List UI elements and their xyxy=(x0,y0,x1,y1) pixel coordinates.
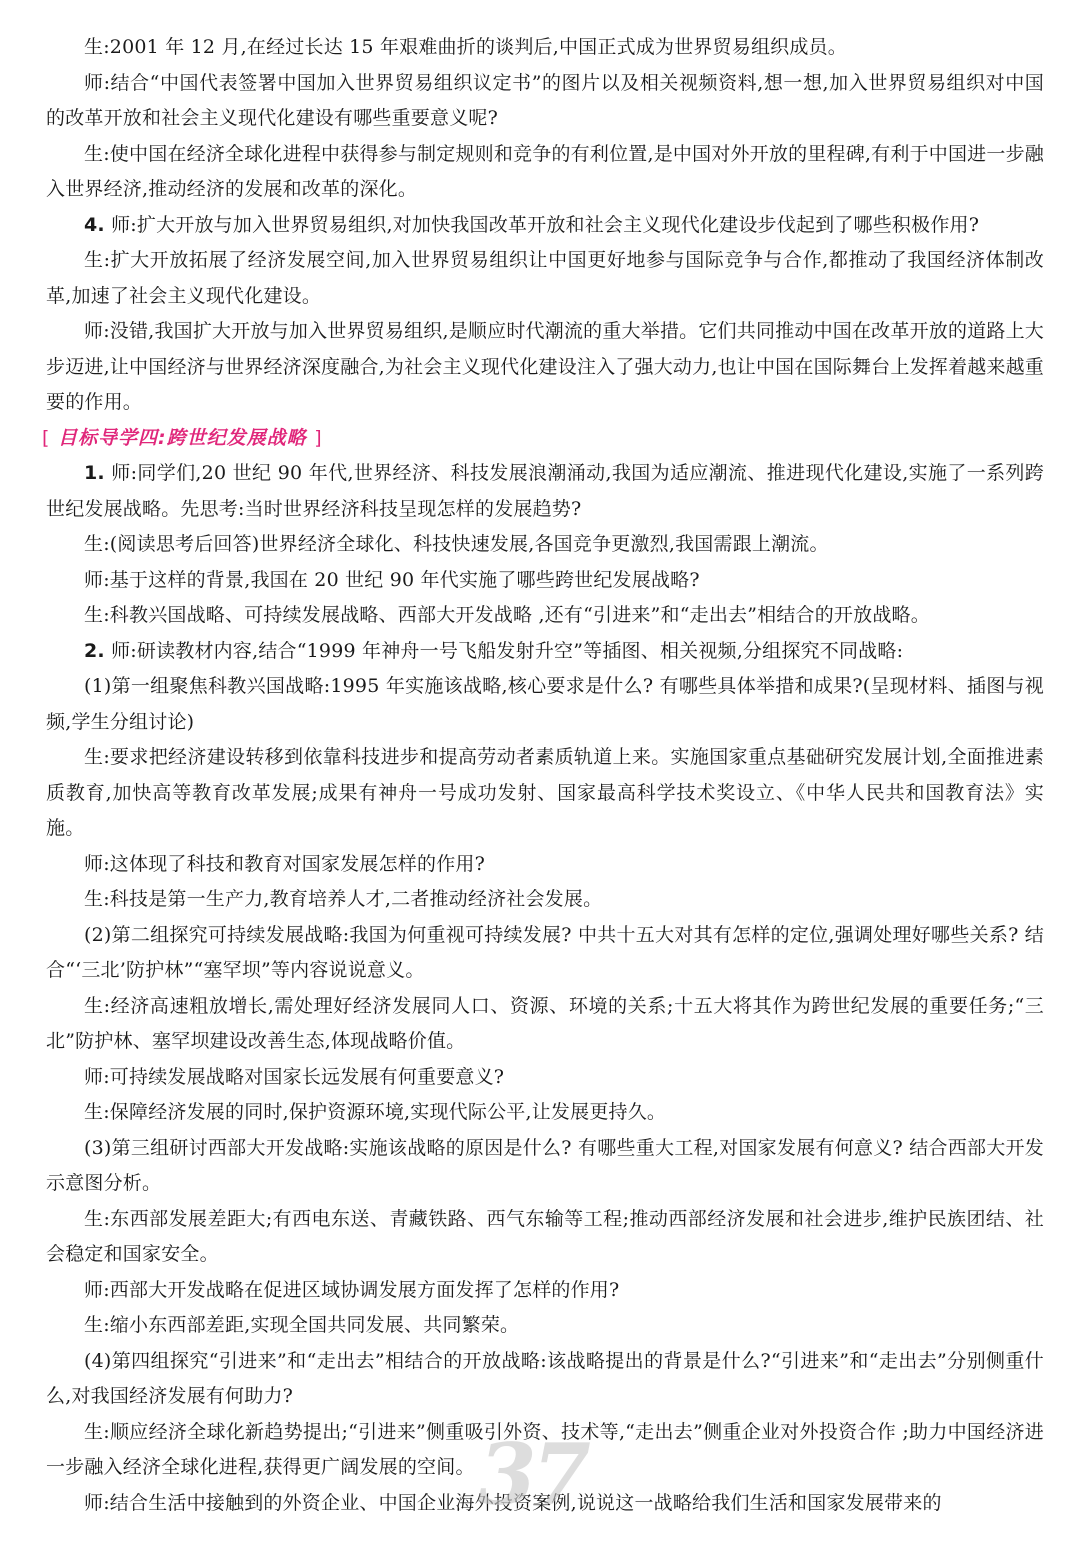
paragraph-text: 师:结合“中国代表签署中国加入世界贸易组织议定书”的图片以及相关视频资料,想一想,加入世界贸易组织对中国的改革开放和社会主义现代化建设有哪些重要意义呢? xyxy=(46,71,1044,129)
paragraph-text: (2)第二组探究可持续发展战略:我国为何重视可持续发展? 中共十五大对其有怎样的定位,强调处理好哪些关系? 结合“‘三北’防护林”“塞罕坝”等内容说说意义。 xyxy=(46,923,1044,981)
paragraph xyxy=(46,847,1044,883)
paragraph-text: 师:这体现了科技和教育对国家发展怎样的作用? xyxy=(84,852,485,875)
paragraph-text: 师:研读教材内容,结合“1999 年神舟一号飞船发射升空”等插图、相关视频,分组探究不同战略: xyxy=(104,639,904,662)
paragraph xyxy=(46,598,1044,634)
page-number: 37 xyxy=(478,1425,587,1524)
paragraph-text: (1)第一组聚焦科教兴国战略:1995 年实施该战略,核心要求是什么? 有哪些具体举措和成果?(呈现材料、插图与视频,学生分组讨论) xyxy=(46,675,1044,733)
heading-bracket-open: [ xyxy=(42,426,51,449)
paragraph xyxy=(46,243,1044,314)
paragraph-text: 师:可持续发展战略对国家长远发展有何重要意义? xyxy=(84,1065,505,1088)
paragraph-text: 生:经济高速粗放增长,需处理好经济发展同人口、资源、环境的关系;十五大将其作为跨世纪发展的重要任务;“三北”防护林、塞罕坝建设改善生态,体现战略价值。 xyxy=(46,994,1044,1052)
paragraph-text: (4)第四组探究“引进来”和“走出去”相结合的开放战略:该战略提出的背景是什么?“引进来”和“走出去”分别侧重什么,对我国经济发展有何助力? xyxy=(46,1349,1044,1407)
paragraph-group-top xyxy=(46,30,1044,421)
item-number: 4. xyxy=(84,213,105,236)
document-page xyxy=(42,30,1044,1521)
paragraph xyxy=(46,1131,1044,1202)
paragraph-text: 师:没错,我国扩大开放与加入世界贸易组织,是顺应时代潮流的重大举措。它们共同推动中国在改革开放的道路上大步迈进,让中国经济与世界经济深度融合,为社会主义现代化建设注入了强大动力,也让中国在国际舞台上发挥着越来越重要的作用。 xyxy=(46,320,1044,413)
paragraph-text: 生:要求把经济建设转移到依靠科技进步和提高劳动者素质轨道上来。实施国家重点基础研究发展计划,全面推进素质教育,加快高等教育改革发展;成果有神舟一号成功发射、国家最高科学技术奖设立、《中华人民共和国教育法》实施。 xyxy=(46,746,1044,839)
paragraph xyxy=(46,314,1044,421)
paragraph xyxy=(46,1273,1044,1309)
paragraph-text: 师:西部大开发战略在促进区域协调发展方面发挥了怎样的作用? xyxy=(84,1278,620,1301)
paragraph xyxy=(46,1202,1044,1273)
item-number: 1. xyxy=(84,462,105,484)
paragraph xyxy=(46,1308,1044,1344)
paragraph xyxy=(46,634,1044,670)
heading-bracket-close: ] xyxy=(314,426,323,449)
paragraph xyxy=(46,1060,1044,1096)
paragraph xyxy=(46,563,1044,599)
paragraph-text: 生:保障经济发展的同时,保护资源环境,实现代际公平,让发展更持久。 xyxy=(84,1101,667,1123)
heading-text: 目标导学四:跨世纪发展战略 xyxy=(58,426,307,449)
paragraph xyxy=(46,1095,1044,1131)
paragraph xyxy=(46,527,1044,563)
paragraph-text: (3)第三组研讨西部大开发战略:实施该战略的原因是什么? 有哪些重大工程,对国家发展有何意义? 结合西部大开发示意图分析。 xyxy=(46,1136,1044,1194)
paragraph xyxy=(46,456,1044,527)
paragraph-text: 师:基于这样的背景,我国在 20 世纪 90 年代实施了哪些跨世纪发展战略? xyxy=(84,568,700,591)
paragraph xyxy=(46,669,1044,740)
paragraph-text: 生:科教兴国战略、可持续发展战略、西部大开发战略 ,还有“引进来”和“走出去”相结合的开放战略。 xyxy=(84,604,930,626)
paragraph-text: 生:2001 年 12 月,在经过长达 15 年艰难曲折的谈判后,中国正式成为世界贸易组织成员。 xyxy=(84,36,847,58)
paragraph xyxy=(46,1344,1044,1415)
paragraph-text: 师:结合生活中接触到的外资企业、中国企业海外投资案例,说说这一战略给我们生活和国家发展带来的 xyxy=(84,1491,942,1514)
paragraph-text: 生:顺应经济全球化新趋势提出;“引进来”侧重吸引外资、技术等,“走出去”侧重企业对外投资合作 ;助力中国经济进一步融入经济全球化进程,获得更广阔发展的空间。 xyxy=(46,1420,1044,1478)
item-number: 2. xyxy=(84,639,105,662)
paragraph-text: 师:同学们,20 世纪 90 年代,世界经济、科技发展浪潮涌动,我国为适应潮流、推进现代化建设,实施了一系列跨世纪发展战略。先思考:当时世界经济科技呈现怎样的发展趋势? xyxy=(46,462,1044,520)
section-heading xyxy=(42,421,1044,457)
paragraph-text: 生:使中国在经济全球化进程中获得参与制定规则和竞争的有利位置,是中国对外开放的里程碑,有利于中国进一步融入世界经济,推动经济的发展和改革的深化。 xyxy=(46,142,1044,200)
paragraph xyxy=(46,208,1044,244)
paragraph-text: 生:(阅读思考后回答)世界经济全球化、科技快速发展,各国竞争更激烈,我国需跟上潮流。 xyxy=(84,533,829,555)
paragraph xyxy=(46,30,1044,66)
paragraph-text: 生:科技是第一生产力,教育培养人才,二者推动经济社会发展。 xyxy=(84,888,603,910)
paragraph-group-bottom xyxy=(46,456,1044,1521)
paragraph xyxy=(46,989,1044,1060)
paragraph-text: 生:缩小东西部差距,实现全国共同发展、共同繁荣。 xyxy=(84,1314,520,1336)
paragraph xyxy=(46,882,1044,918)
paragraph-text: 生:扩大开放拓展了经济发展空间,加入世界贸易组织让中国更好地参与国际竞争与合作,都推动了我国经济体制改革,加速了社会主义现代化建设。 xyxy=(46,249,1044,307)
paragraph-text: 生:东西部发展差距大;有西电东送、青藏铁路、西气东输等工程;推动西部经济发展和社会进步,维护民族团结、社会稳定和国家安全。 xyxy=(46,1207,1044,1265)
paragraph xyxy=(46,66,1044,137)
paragraph xyxy=(46,918,1044,989)
paragraph xyxy=(46,740,1044,847)
paragraph-text: 师:扩大开放与加入世界贸易组织,对加快我国改革开放和社会主义现代化建设步伐起到了哪些积极作用? xyxy=(104,213,980,236)
paragraph xyxy=(46,137,1044,208)
